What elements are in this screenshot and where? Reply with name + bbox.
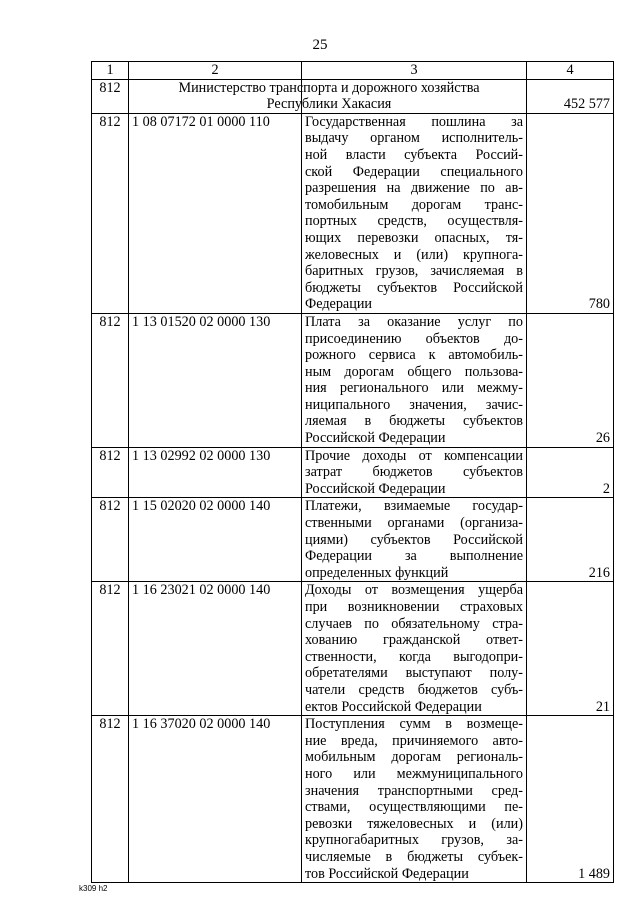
table-row bbox=[92, 113, 614, 313]
description-line: ляемая в бюджеты субъектов bbox=[305, 413, 523, 430]
revenue-description bbox=[302, 498, 527, 582]
admin-code: 812 bbox=[92, 498, 129, 582]
revenue-description bbox=[302, 582, 527, 716]
header-col-1: 1 bbox=[92, 62, 129, 80]
revenue-description bbox=[302, 313, 527, 447]
revenue-description bbox=[302, 716, 527, 883]
revenue-description bbox=[302, 113, 527, 313]
description-line: Доходы от возмещения ущерба bbox=[305, 582, 523, 599]
description-line: портных средств, осуществля- bbox=[305, 213, 523, 230]
description-line: Прочие доходы от компенсации bbox=[305, 447, 523, 464]
description-line: Российской Федерации bbox=[305, 430, 446, 447]
description-line: ектов Российской Федерации bbox=[305, 698, 482, 715]
admin-code: 812 bbox=[92, 447, 129, 498]
amount: 21 bbox=[527, 582, 614, 716]
description-line: томобильным дорогам транс- bbox=[305, 196, 523, 213]
admin-code: 812 bbox=[92, 313, 129, 447]
header-col-3: 3 bbox=[302, 62, 527, 80]
ministry-name-line-1: Министерство транспорта и дорожного хозяйства bbox=[178, 79, 480, 96]
description-line: ниципального значения, зачис- bbox=[305, 396, 523, 413]
revenue-code: 1 16 23021 02 0000 140 bbox=[129, 582, 302, 716]
ministry-row bbox=[92, 79, 614, 113]
description-line: тов Российской Федерации bbox=[305, 865, 469, 882]
amount: 780 bbox=[527, 113, 614, 313]
amount: 26 bbox=[527, 313, 614, 447]
description-line: ния регионального или межму- bbox=[305, 380, 523, 397]
admin-code: 812 bbox=[92, 113, 129, 313]
description-line: ной власти субъекта Россий- bbox=[305, 146, 523, 163]
description-line: ного или межмуниципального bbox=[305, 765, 523, 782]
table-row bbox=[92, 582, 614, 716]
description-line: ской Федерации специального bbox=[305, 163, 523, 180]
revenue-code: 1 13 01520 02 0000 130 bbox=[129, 313, 302, 447]
table-body bbox=[92, 79, 614, 883]
description-line: баритных грузов, зачисляемая в bbox=[305, 263, 523, 280]
description-line: Платежи, взимаемые государ- bbox=[305, 498, 523, 515]
header-col-2: 2 bbox=[129, 62, 302, 80]
ministry-name-line-2: Республики Хакасия bbox=[266, 96, 392, 113]
admin-code: 812 bbox=[92, 716, 129, 883]
description-line: чатели средств бюджетов субъ- bbox=[305, 681, 523, 698]
description-line: выдачу органом исполнитель- bbox=[305, 130, 523, 147]
amount: 216 bbox=[527, 498, 614, 582]
table-row bbox=[92, 498, 614, 582]
description-line: значения транспортными сред- bbox=[305, 782, 523, 799]
amount: 2 bbox=[527, 447, 614, 498]
ministry-amount: 452 577 bbox=[527, 79, 614, 113]
ministry-code: 812 bbox=[92, 79, 129, 113]
description-line: ствами, осуществляющими пе- bbox=[305, 799, 523, 816]
amount: 1 489 bbox=[527, 716, 614, 883]
description-line: ние вреда, причиняемого авто- bbox=[305, 732, 523, 749]
description-line: ственности, когда выгодопри- bbox=[305, 648, 523, 665]
revenue-code: 1 13 02992 02 0000 130 bbox=[129, 447, 302, 498]
description-line: случаев по обязательному стра- bbox=[305, 615, 523, 632]
description-line: ющих перевозки опасных, тя- bbox=[305, 229, 523, 246]
revenue-table bbox=[91, 61, 614, 883]
revenue-code: 1 08 07172 01 0000 110 bbox=[129, 113, 302, 313]
description-line: определенных функций bbox=[305, 564, 449, 581]
description-line: при возникновении страховых bbox=[305, 599, 523, 615]
description-line: крупногабаритных грузов, за- bbox=[305, 832, 523, 849]
header-col-4: 4 bbox=[527, 62, 614, 80]
description-line: ственными органами (организа- bbox=[305, 515, 523, 532]
page-number: 25 bbox=[312, 37, 328, 53]
description-line: Федерации за выполнение bbox=[305, 548, 523, 565]
description-line: бюджеты субъектов Российской bbox=[305, 279, 523, 296]
description-line: циями) субъектов Российской bbox=[305, 531, 523, 548]
description-line: Российской Федерации bbox=[305, 480, 446, 497]
table-row bbox=[92, 313, 614, 447]
description-line: ным дорогам общего пользова- bbox=[305, 363, 523, 380]
description-line: обретателями выступают полу- bbox=[305, 665, 523, 682]
footer-code: k309 h2 bbox=[79, 884, 108, 893]
revenue-description bbox=[302, 447, 527, 498]
description-line: Плата за оказание услуг по bbox=[305, 313, 523, 330]
description-line: мобильным дорогам региональ- bbox=[305, 749, 523, 766]
description-line: присоединению объектов до- bbox=[305, 330, 523, 347]
revenue-code: 1 15 02020 02 0000 140 bbox=[129, 498, 302, 582]
description-line: числяемые в бюджеты субъек- bbox=[305, 848, 523, 865]
description-line: Федерации bbox=[305, 296, 373, 313]
ministry-name bbox=[178, 79, 527, 113]
table-header bbox=[92, 62, 614, 80]
description-line: разрешения на движение по ав- bbox=[305, 180, 523, 197]
admin-code: 812 bbox=[92, 582, 129, 716]
description-line: рожного сервиса к автомобиль- bbox=[305, 347, 523, 364]
revenue-code: 1 16 37020 02 0000 140 bbox=[129, 716, 302, 883]
table-row bbox=[92, 716, 614, 883]
description-line: Государственная пошлина за bbox=[305, 113, 523, 130]
description-line: Поступления сумм в возмеще- bbox=[305, 716, 523, 733]
table-row bbox=[92, 447, 614, 498]
description-line: ревозки тяжеловесных и (или) bbox=[305, 815, 523, 832]
description-line: хованию гражданской ответ- bbox=[305, 632, 523, 649]
description-line: желовесных и (или) крупнога- bbox=[305, 246, 523, 263]
description-line: затрат бюджетов субъектов bbox=[305, 464, 523, 481]
